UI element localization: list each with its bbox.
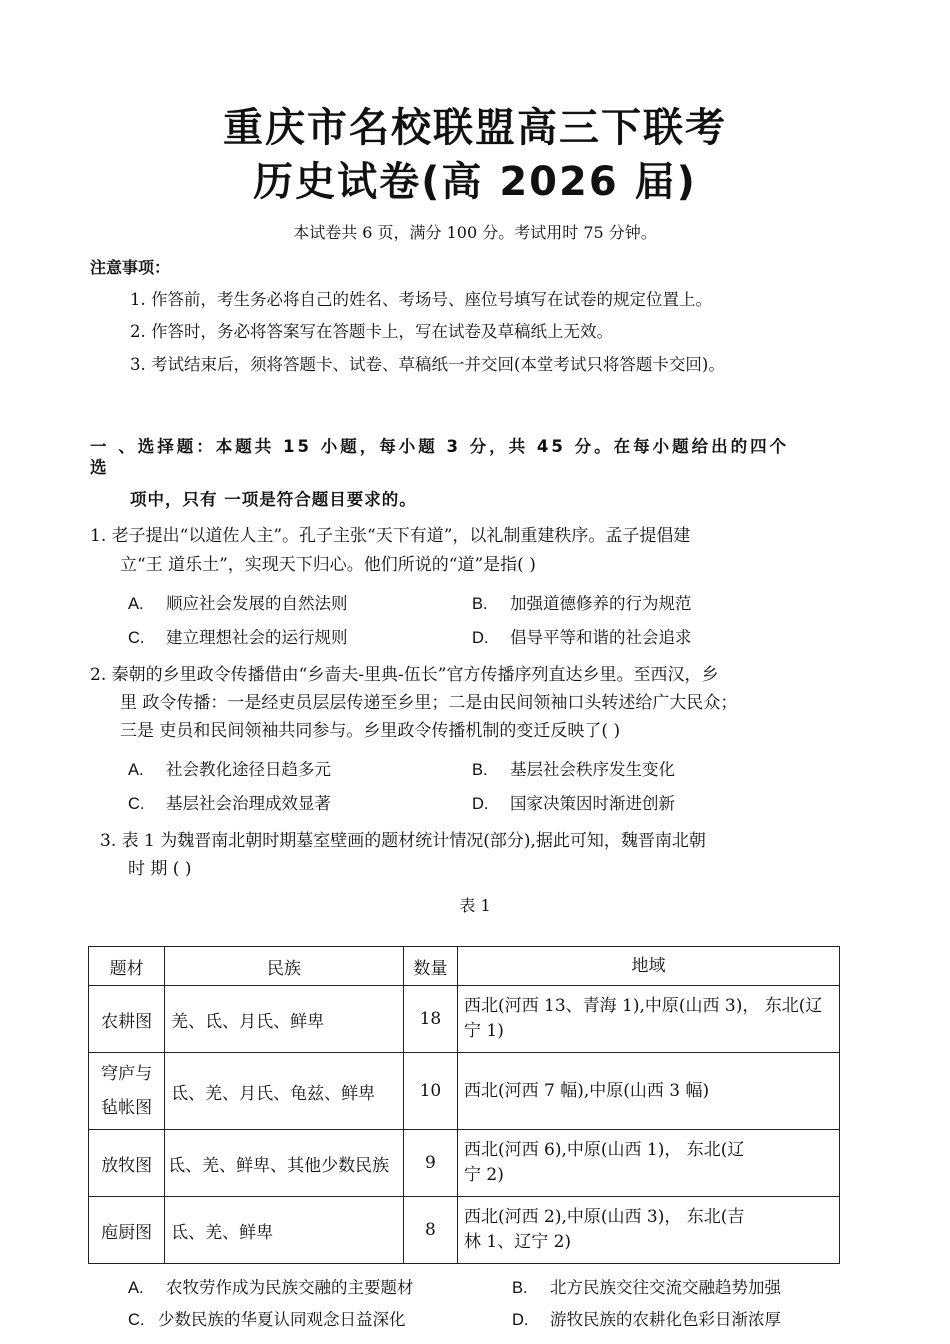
notice-heading: 注意事项： — [90, 258, 171, 277]
table-cell: 西北(河西 7 幅),中原(山西 3 幅) — [457, 1053, 839, 1130]
question-2-line: 里 政令传播：一是经吏员层层传递至乡里；二是由民间领袖口头转述给广大民众； — [120, 693, 738, 713]
option-text: 基层社会秩序发生变化 — [510, 760, 675, 779]
table-cell: 10 — [403, 1053, 457, 1130]
table-cell: 农耕图 — [89, 986, 165, 1053]
option-label: C. — [128, 1311, 145, 1329]
table-header-cell: 数量 — [403, 947, 457, 986]
option-label: D. — [512, 1311, 529, 1329]
question-2-option-d[interactable] — [472, 790, 675, 814]
option-label: C. — [128, 629, 145, 647]
table-cell: 西北(河西 13、青海 1),中原(山西 3)， 东北(辽宁 1) — [457, 986, 839, 1053]
table-cell: 氐、羌、鲜卑、其他少数民族 — [165, 1130, 404, 1197]
option-text: 游牧民族的农耕化色彩日渐浓厚 — [550, 1310, 781, 1329]
table-cell: 9 — [403, 1130, 457, 1197]
table-cell: 庖厨图 — [89, 1197, 165, 1264]
section-heading-tail: 选 — [90, 458, 107, 477]
question-3-line: 时 期 ( ) — [128, 859, 192, 879]
mural-statistics-table — [88, 946, 840, 1264]
option-label: D. — [472, 629, 489, 647]
question-1-line: 立“王 道乐土”，实现天下归心。他们所说的“道”是指( ) — [120, 555, 536, 575]
table-header-cell: 民族 — [165, 947, 404, 986]
question-2-option-b[interactable] — [472, 756, 675, 780]
table-cell: 羌、氐、月氏、鲜卑 — [165, 986, 404, 1053]
option-text: 社会教化途径日趋多元 — [166, 760, 331, 779]
table-header-row — [89, 947, 840, 986]
option-label: A. — [128, 761, 144, 779]
table-cell: 8 — [403, 1197, 457, 1264]
option-label: B. — [472, 595, 488, 613]
exam-title-line1: 重庆市名校联盟高三下联考 — [223, 105, 727, 151]
question-2-option-c[interactable] — [128, 790, 331, 814]
table-caption: 表 1 — [459, 896, 491, 915]
question-1-line: 1. 老子提出“以道佐人主”。孔子主张“天下有道”，以礼制重建秩序。孟子提倡建 — [90, 526, 691, 546]
question-3-option-b[interactable] — [512, 1274, 781, 1298]
question-3-option-c[interactable] — [128, 1306, 406, 1330]
option-label: B. — [472, 761, 488, 779]
option-text: 国家决策因时渐进创新 — [510, 794, 675, 813]
option-text: 北方民族交往交流交融趋势加强 — [550, 1278, 781, 1297]
table-cell: 氐、羌、月氏、龟兹、鲜卑 — [165, 1053, 404, 1130]
option-text: 倡导平等和谐的社会追求 — [510, 628, 692, 647]
table-cell: 西北(河西 2),中原(山西 3)， 东北(吉林 1、辽宁 2) — [457, 1197, 839, 1264]
section-heading-line1: 一 、选择题：本题共 15 小题，每小题 3 分，共 45 分。在每小题给出的四个 — [90, 437, 790, 456]
question-1-option-a[interactable] — [128, 590, 348, 614]
question-1-option-c[interactable] — [128, 624, 348, 648]
option-text: 农牧劳作成为民族交融的主要题材 — [166, 1278, 414, 1297]
question-2-line: 三是 吏员和民间领袖共同参与。乡里政令传播机制的变迁反映了( ) — [120, 721, 621, 741]
notice-item: 2. 作答时，务必将答案写在答题卡上，写在试卷及草稿纸上无效。 — [130, 322, 613, 341]
option-text: 少数民族的华夏认同观念日益深化 — [158, 1310, 406, 1329]
option-text: 加强道德修养的行为规范 — [510, 594, 692, 613]
table-row — [89, 1130, 840, 1197]
exam-subtitle: 本试卷共 6 页，满分 100 分。考试用时 75 分钟。 — [293, 223, 657, 242]
table-cell: 放牧图 — [89, 1130, 165, 1197]
option-label: D. — [472, 795, 489, 813]
question-1-option-d[interactable] — [472, 624, 692, 648]
option-text: 顺应社会发展的自然法则 — [166, 594, 348, 613]
table-header-cell: 地域 — [457, 947, 839, 986]
notice-item: 3. 考试结束后，须将答题卡、试卷、草稿纸一并交回(本堂考试只将答题卡交回)。 — [130, 355, 725, 374]
question-3-line: 3. 表 1 为魏晋南北朝时期墓室壁画的题材统计情况(部分),据此可知，魏晋南北朝 — [100, 831, 706, 851]
section-heading-line2: 项中，只有 一项是符合题目要求的。 — [130, 490, 417, 509]
option-label: B. — [512, 1279, 528, 1297]
table-row — [89, 1053, 840, 1130]
question-3-option-d[interactable] — [512, 1306, 781, 1330]
option-label: C. — [128, 795, 145, 813]
question-3-option-a[interactable] — [128, 1274, 414, 1298]
table-cell: 氐、羌、鲜卑 — [165, 1197, 404, 1264]
notice-item: 1. 作答前，考生务必将自己的姓名、考场号、座位号填写在试卷的规定位置上。 — [130, 290, 712, 309]
table-header-cell: 题材 — [89, 947, 165, 986]
option-label: A. — [128, 1279, 144, 1297]
table-cell: 西北(河西 6),中原(山西 1)， 东北(辽宁 2) — [457, 1130, 839, 1197]
exam-title-line2: 历史试卷(高 2026 届) — [253, 159, 697, 205]
option-label: A. — [128, 595, 144, 613]
table-cell: 穹庐与毡帐图 — [89, 1053, 165, 1130]
table-cell: 18 — [403, 986, 457, 1053]
option-text: 基层社会治理成效显著 — [166, 794, 331, 813]
question-1-option-b[interactable] — [472, 590, 692, 614]
table-row — [89, 986, 840, 1053]
question-2-option-a[interactable] — [128, 756, 331, 780]
table-row — [89, 1197, 840, 1264]
question-2-line: 2. 秦朝的乡里政令传播借由“乡啬夫-里典-伍长”官方传播序列直达乡里。至西汉，乡 — [90, 665, 719, 685]
option-text: 建立理想社会的运行规则 — [166, 628, 348, 647]
